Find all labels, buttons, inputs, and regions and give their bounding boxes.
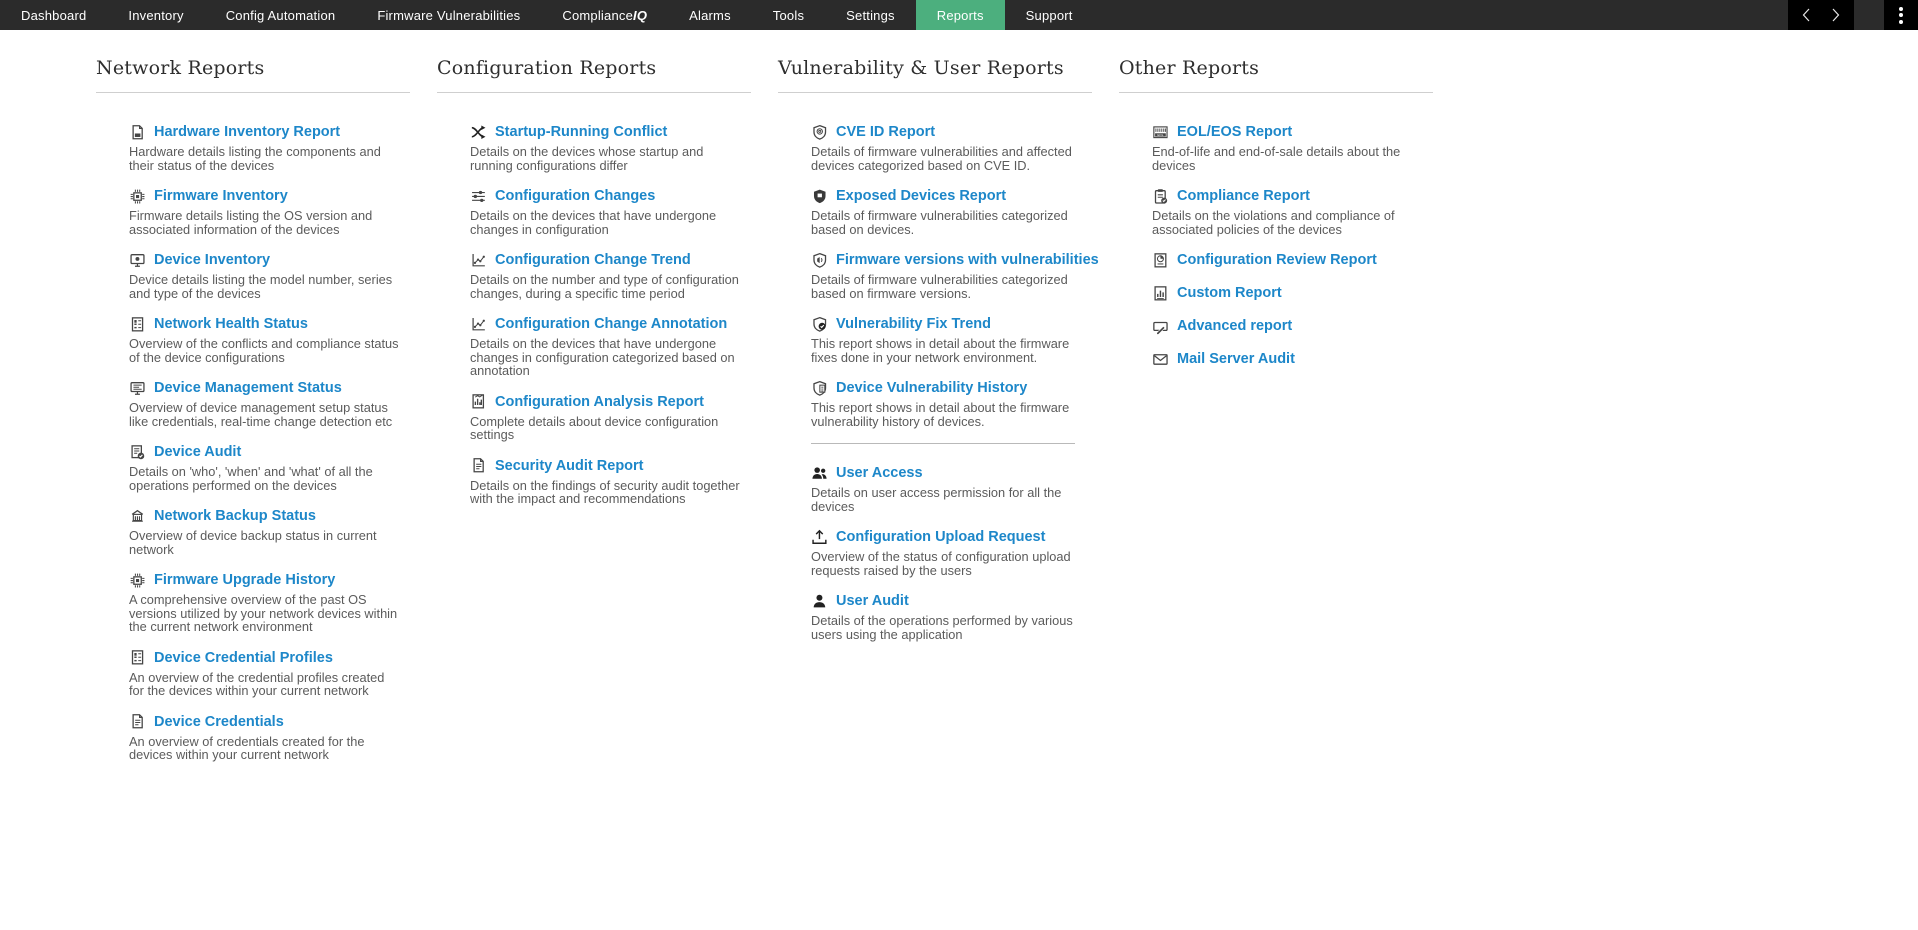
report-item-user-audit bbox=[811, 592, 1092, 641]
report-item-head bbox=[470, 123, 751, 141]
column-configuration-reports bbox=[437, 57, 751, 777]
report-item-network-backup-status bbox=[129, 507, 410, 556]
document-icon bbox=[129, 124, 146, 141]
report-item-head bbox=[1152, 350, 1433, 368]
user-icon bbox=[811, 593, 828, 610]
report-item-head bbox=[811, 528, 1092, 546]
report-description: Details on user access permission for all the devices bbox=[811, 485, 1062, 514]
report-item-head bbox=[811, 592, 1092, 610]
report-description: An overview of credentials created for the devices within your current network bbox=[129, 733, 365, 762]
report-link-firmware-upgrade-history[interactable]: Firmware Upgrade History bbox=[154, 572, 336, 588]
mail-icon bbox=[1152, 351, 1169, 368]
report-item-eol-eos-report bbox=[1152, 123, 1433, 172]
section-divider bbox=[811, 443, 1075, 444]
upload-icon bbox=[811, 529, 828, 546]
report-link-cve-id-report[interactable]: CVE ID Report bbox=[836, 124, 936, 140]
report-link-security-audit-report[interactable]: Security Audit Report bbox=[495, 457, 644, 474]
report-link-device-inventory[interactable]: Device Inventory bbox=[154, 252, 271, 268]
top-navbar bbox=[0, 0, 1918, 30]
report-link-device-audit[interactable]: Device Audit bbox=[154, 444, 242, 460]
report-description: Hardware details listing the components and their status of the devices bbox=[129, 144, 381, 173]
column-network-reports bbox=[96, 57, 410, 777]
report-item-head bbox=[811, 464, 1092, 482]
report-link-eol-eos-report[interactable]: EOL/EOS Report bbox=[1177, 124, 1293, 140]
chip-icon bbox=[129, 188, 146, 205]
report-link-vulnerability-fix-trend[interactable]: Vulnerability Fix Trend bbox=[836, 316, 991, 332]
report-item-head bbox=[811, 315, 1092, 333]
report-description: Details on the devices that have undergone changes in configuration categorized based on annotation bbox=[470, 336, 735, 378]
report-link-configuration-change-trend[interactable]: Configuration Change Trend bbox=[495, 252, 691, 268]
grid-doc-icon bbox=[129, 649, 146, 666]
building-icon bbox=[129, 508, 146, 525]
report-item-head bbox=[470, 251, 751, 269]
report-list bbox=[470, 123, 751, 506]
report-item-head bbox=[470, 457, 751, 475]
report-description: A comprehensive overview of the past OS versions utilized by your network devices within the current network environment bbox=[129, 592, 398, 634]
nav-item-reports[interactable]: Reports bbox=[916, 0, 1005, 30]
report-item-configuration-review-report bbox=[1152, 251, 1433, 269]
report-link-device-management-status[interactable]: Device Management Status bbox=[154, 380, 342, 396]
report-description: Details of firmware vulnerabilities categorized based on devices. bbox=[811, 208, 1068, 237]
report-item-configuration-analysis-report bbox=[470, 393, 751, 442]
report-item-head bbox=[470, 187, 751, 205]
report-item-device-vulnerability-history bbox=[811, 379, 1092, 428]
report-item-device-audit bbox=[129, 443, 410, 492]
report-item-startup-running-conflict bbox=[470, 123, 751, 172]
report-item-security-audit-report bbox=[470, 457, 751, 506]
column-title-vulnerability-user-reports: Vulnerability & User Reports bbox=[778, 57, 1092, 93]
report-item-configuration-change-annotation bbox=[470, 315, 751, 378]
trend-chart-icon bbox=[470, 316, 487, 333]
report-item-head bbox=[129, 251, 410, 269]
report-item-configuration-upload-request bbox=[811, 528, 1092, 577]
report-description: Overview of the conflicts and compliance status of the device configurations bbox=[129, 336, 399, 365]
reports-page bbox=[0, 30, 1918, 777]
doc-check-icon bbox=[129, 444, 146, 461]
report-description: Details on the devices that have undergone changes in configuration bbox=[470, 208, 717, 237]
report-link-advanced-report[interactable]: Advanced report bbox=[1177, 318, 1293, 334]
report-item-configuration-changes bbox=[470, 187, 751, 236]
report-item-vulnerability-fix-trend bbox=[811, 315, 1092, 364]
report-description: Details on the devices whose startup and running configurations differ bbox=[470, 144, 704, 173]
report-item-head bbox=[811, 123, 1092, 141]
report-item-head bbox=[129, 315, 410, 333]
report-item-head bbox=[811, 379, 1092, 397]
report-item-head bbox=[129, 713, 410, 731]
report-link-network-backup-status[interactable]: Network Backup Status bbox=[154, 508, 316, 524]
report-item-head bbox=[1152, 284, 1433, 302]
report-description: Details on 'who', 'when' and 'what' of all the operations performed on the devices bbox=[129, 464, 373, 493]
report-description: This report shows in detail about the firmware vulnerability history of devices. bbox=[811, 400, 1070, 429]
report-item-user-access bbox=[811, 464, 1092, 513]
report-description: Device details listing the model number, series and type of the devices bbox=[129, 272, 393, 301]
nav-item-settings[interactable]: Settings bbox=[846, 7, 895, 23]
report-description: End-of-life and end-of-sale details about the devices bbox=[1152, 144, 1401, 173]
report-link-firmware-versions-with-vulnerabilities[interactable]: Firmware versions with vulnerabilities bbox=[836, 252, 1099, 268]
users-icon bbox=[811, 465, 828, 482]
report-item-head bbox=[129, 649, 410, 667]
report-item-cve-id-report bbox=[811, 123, 1092, 172]
report-description: This report shows in detail about the firmware fixes done in your network environment. bbox=[811, 336, 1070, 365]
report-description: Overview of device management setup status like credentials, real-time change detection etc bbox=[129, 400, 393, 429]
report-link-device-credentials[interactable]: Device Credentials bbox=[154, 713, 284, 730]
nav-item-tools[interactable]: Tools bbox=[772, 7, 805, 23]
chart-doc-icon bbox=[470, 393, 487, 410]
report-item-head bbox=[1152, 187, 1433, 205]
column-other-reports bbox=[1119, 57, 1433, 777]
report-item-firmware-upgrade-history bbox=[129, 571, 410, 634]
report-item-exposed-devices-report bbox=[811, 187, 1092, 236]
navbar-right-controls bbox=[1788, 0, 1918, 30]
report-description: Details on the violations and compliance of associated policies of the devices bbox=[1152, 208, 1395, 237]
report-item-head bbox=[1152, 123, 1433, 141]
shield-check-icon bbox=[811, 316, 828, 333]
nav-item-complianceiq[interactable]: Compliance IQ bbox=[562, 7, 648, 23]
report-link-compliance-report[interactable]: Compliance Report bbox=[1177, 188, 1310, 204]
report-link-mail-server-audit[interactable]: Mail Server Audit bbox=[1177, 351, 1295, 367]
report-item-firmware-versions-with-vulnerabilities bbox=[811, 251, 1099, 301]
nav-item-inventory[interactable]: Inventory bbox=[128, 7, 184, 23]
report-description: Details of firmware vulnerabilities categorized based on firmware versions. bbox=[811, 272, 1068, 301]
pen-card-icon bbox=[1152, 318, 1169, 335]
report-link-user-access[interactable]: User Access bbox=[836, 465, 923, 481]
report-description: Details on the number and type of configuration changes, during a specific time period bbox=[470, 272, 739, 301]
report-list bbox=[811, 123, 1099, 642]
report-item-head bbox=[811, 251, 1099, 269]
grid-doc-icon bbox=[129, 316, 146, 333]
report-item-head bbox=[470, 315, 751, 333]
report-list bbox=[1152, 123, 1433, 368]
report-link-configuration-upload-request[interactable]: Configuration Upload Request bbox=[836, 529, 1046, 545]
monitor-list-icon bbox=[129, 380, 146, 397]
shield-filled-icon bbox=[811, 188, 828, 205]
report-item-head bbox=[129, 443, 410, 461]
report-link-device-credential-profiles[interactable]: Device Credential Profiles bbox=[154, 649, 333, 666]
report-link-configuration-changes[interactable]: Configuration Changes bbox=[495, 188, 656, 204]
report-link-configuration-review-report[interactable]: Configuration Review Report bbox=[1177, 252, 1377, 268]
report-description: Firmware details listing the OS version and associated information of the devices bbox=[129, 208, 373, 237]
nav-item-firmware-vulnerabilities[interactable]: Firmware Vulnerabilities bbox=[377, 7, 521, 23]
column-title-configuration-reports: Configuration Reports bbox=[437, 57, 751, 93]
report-link-network-health-status[interactable]: Network Health Status bbox=[154, 316, 308, 332]
report-item-device-credentials bbox=[129, 713, 410, 762]
nav-item-alarms[interactable]: Alarms bbox=[689, 7, 731, 23]
report-item-configuration-change-trend bbox=[470, 251, 751, 300]
report-item-mail-server-audit bbox=[1152, 350, 1433, 368]
report-item-device-credential-profiles bbox=[129, 649, 410, 698]
report-item-advanced-report bbox=[1152, 317, 1433, 335]
report-item-head bbox=[129, 571, 410, 589]
report-link-user-audit[interactable]: User Audit bbox=[836, 593, 909, 609]
report-link-configuration-analysis-report[interactable]: Configuration Analysis Report bbox=[495, 393, 704, 410]
conflict-arrows-icon bbox=[470, 124, 487, 141]
nav-item-dashboard[interactable]: Dashboard bbox=[21, 7, 87, 23]
report-item-firmware-inventory bbox=[129, 187, 410, 236]
shield-doc-icon bbox=[811, 380, 828, 397]
nav-pager bbox=[1788, 0, 1854, 30]
column-vulnerability-user-reports bbox=[778, 57, 1099, 777]
chevron-left-icon[interactable] bbox=[1800, 7, 1812, 23]
shield-fingerprint-icon bbox=[811, 124, 828, 141]
shield-audio-icon bbox=[811, 252, 828, 269]
eol-barcode-icon bbox=[1152, 124, 1169, 141]
report-link-exposed-devices-report[interactable]: Exposed Devices Report bbox=[836, 188, 1007, 204]
report-link-custom-report[interactable]: Custom Report bbox=[1177, 285, 1282, 301]
report-item-custom-report bbox=[1152, 284, 1433, 302]
svg-text:EOL: EOL bbox=[1157, 132, 1164, 137]
report-item-head bbox=[1152, 317, 1433, 335]
report-item-device-management-status bbox=[129, 379, 410, 428]
report-link-firmware-inventory[interactable]: Firmware Inventory bbox=[154, 188, 288, 204]
report-link-device-vulnerability-history[interactable]: Device Vulnerability History bbox=[836, 380, 1028, 396]
chip-icon bbox=[129, 572, 146, 589]
report-description: Overview of the status of configuration upload requests raised by the users bbox=[811, 549, 1071, 578]
report-item-hardware-inventory-report bbox=[129, 123, 410, 172]
report-item-network-health-status bbox=[129, 315, 410, 364]
column-title-network-reports: Network Reports bbox=[96, 57, 410, 93]
sliders-icon bbox=[470, 188, 487, 205]
report-description: Complete details about device configuration settings bbox=[470, 413, 719, 442]
kebab-menu-icon[interactable] bbox=[1884, 0, 1918, 30]
bar-chart-doc-icon bbox=[1152, 285, 1169, 302]
report-description: Details of the operations performed by various users using the application bbox=[811, 613, 1073, 642]
report-item-head bbox=[129, 187, 410, 205]
clipboard-check-icon bbox=[1152, 188, 1169, 205]
nav-item-config-automation[interactable]: Config Automation bbox=[225, 7, 336, 23]
report-item-head bbox=[129, 507, 410, 525]
report-link-hardware-inventory-report[interactable]: Hardware Inventory Report bbox=[154, 124, 341, 140]
pie-doc-icon bbox=[1152, 252, 1169, 269]
report-link-startup-running-conflict[interactable]: Startup-Running Conflict bbox=[495, 124, 668, 140]
document-lines-icon bbox=[129, 713, 146, 730]
nav-item-support[interactable]: Support bbox=[1025, 7, 1073, 23]
trend-chart-icon bbox=[470, 252, 487, 269]
document-lines-icon bbox=[470, 457, 487, 474]
report-item-compliance-report bbox=[1152, 187, 1433, 236]
report-list bbox=[129, 123, 410, 762]
report-item-head bbox=[811, 187, 1092, 205]
report-item-head bbox=[129, 123, 410, 141]
report-description: An overview of the credential profiles created for the devices within your current network bbox=[129, 669, 385, 698]
report-item-head bbox=[1152, 251, 1433, 269]
column-title-other-reports: Other Reports bbox=[1119, 57, 1433, 93]
report-item-head bbox=[129, 379, 410, 397]
report-description: Details on the findings of security audit together with the impact and recommendations bbox=[470, 477, 740, 506]
report-item-device-inventory bbox=[129, 251, 410, 300]
report-link-configuration-change-annotation[interactable]: Configuration Change Annotation bbox=[495, 316, 728, 332]
report-description: Overview of device backup status in current network bbox=[129, 528, 377, 557]
report-item-head bbox=[470, 393, 751, 411]
monitor-icon bbox=[129, 252, 146, 269]
chevron-right-icon[interactable] bbox=[1830, 7, 1842, 23]
report-description: Details of firmware vulnerabilities and affected devices categorized based on CVE ID. bbox=[811, 144, 1072, 173]
